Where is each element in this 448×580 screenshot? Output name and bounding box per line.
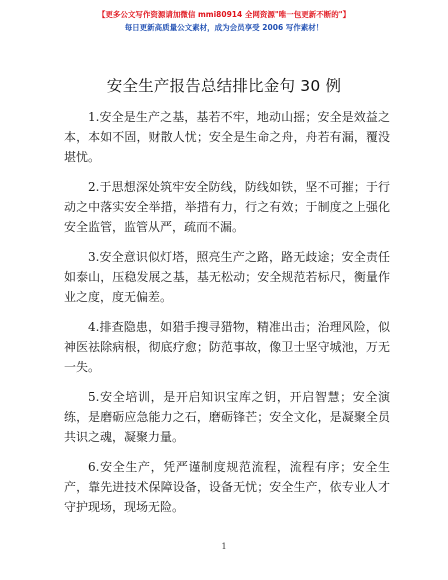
document-body (64, 107, 390, 527)
page-number: 1 (221, 542, 227, 551)
paragraph-1: 1.安全是生产之基，基若不牢，地动山摇；安全是效益之本，本如不固，财散人忧；安全是生命之舟，舟若有漏，覆没堪忧。 (64, 110, 390, 164)
paragraph-3: 3.安全意识似灯塔，照亮生产之路，路无歧途；安全责任如泰山，压稳发展之基，基无松动；安全规范若标尺，衡量作业之度，度无偏差。 (64, 250, 390, 304)
paragraph-4: 4.排查隐患，如猎手搜寻猎物，精准出击；治理风险，似神医祛除病根，彻底疗愈；防范事故，像卫士坚守城池，万无一失。 (64, 320, 390, 374)
promo-header-line-1: 【更多公文写作资源请加微信 mmi80914 全网资源"唯一包更新不断的"】 (97, 10, 351, 19)
paragraph-5: 5.安全培训，是开启知识宝库之钥，开启智慧；安全演练，是磨砺应急能力之石，磨砺锋芒；安全文化，是凝聚全员共识之魂，凝聚力量。 (64, 390, 390, 444)
promo-header-line-2: 每日更新高质量公文素材，成为会员享受 2006 写作素材！ (124, 23, 324, 32)
paragraph-2: 2.于思想深处筑牢安全防线，防线如铁，坚不可摧；于行动之中落实安全举措，举措有力，行之有效；于制度之上强化安全监管，监管从严，疏而不漏。 (64, 180, 390, 234)
document-title: 安全生产报告总结排比金句 30 例 (106, 77, 342, 95)
promo-header (0, 8, 448, 34)
paragraph-6: 6.安全生产，凭严谨制度规范流程，流程有序；安全生产，靠先进技术保障设备，设备无忧；安全生产，依专业人才守护现场，现场无险。 (64, 460, 390, 514)
